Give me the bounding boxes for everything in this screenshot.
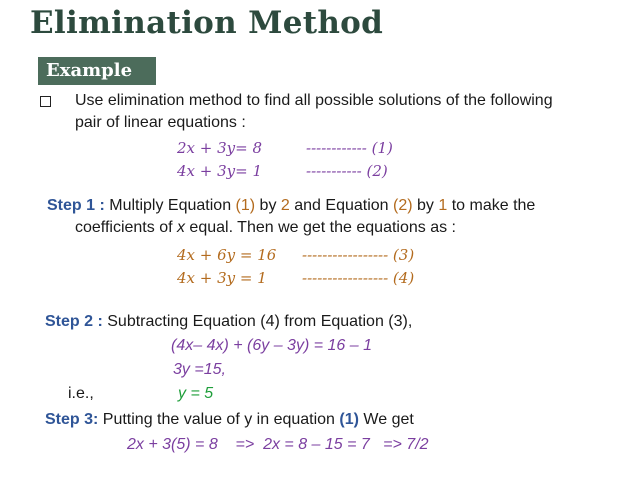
step1-factor-2: 1: [438, 197, 448, 214]
step2-ie: i.e.,: [68, 385, 94, 402]
step2-result: y = 5: [178, 385, 214, 402]
step3-text-b: We get: [358, 411, 414, 428]
equation-4-ref: ----------------- (4): [302, 269, 415, 287]
step3-result: 7/2: [406, 436, 429, 453]
step1-text-d: by: [412, 197, 439, 214]
equation-3: 4x + 6y = 16: [177, 246, 277, 264]
equation-3-ref: ----------------- (3): [302, 246, 415, 264]
step1-label: Step 1 :: [47, 197, 105, 214]
step3-calc-text: 2x + 3(5) = 8 => 2x = 8 – 15 = 7 =>: [127, 436, 407, 453]
step1-line2-b: equal. Then we get the equations as :: [184, 219, 456, 236]
step2-equation-2: 3y =15,: [173, 361, 226, 378]
step1-line2-a: coefficients of: [75, 219, 177, 236]
step3-label: Step 3:: [45, 411, 99, 428]
step2-text: Subtracting Equation (4) from Equation (3),: [107, 313, 413, 330]
step3-text-a: Putting the value of y in equation: [98, 411, 340, 428]
step3-eq-ref: (1): [339, 411, 359, 428]
equation-1: 2x + 3y= 8: [177, 139, 263, 157]
step1-line-2: [75, 219, 456, 237]
step1-text-e: to make the: [447, 197, 536, 214]
equation-1-ref: ------------ (1): [306, 139, 393, 157]
step1-variable: x: [176, 219, 185, 236]
example-tag-bar: [150, 57, 156, 85]
step1-text-a: Multiply Equation: [109, 197, 236, 214]
step2-label: Step 2 :: [45, 313, 103, 330]
step2-equation-1: (4x– 4x) + (6y – 3y) = 16 – 1: [171, 337, 372, 354]
equation-4: 4x + 3y = 1: [177, 269, 267, 287]
example-tag: Example: [38, 57, 152, 85]
page-title: Elimination Method: [30, 5, 384, 41]
intro-line-1: Use elimination method to find all possible solutions of the following: [75, 92, 553, 109]
step2-line: [45, 313, 412, 331]
step1-line-1: [47, 197, 535, 215]
step1-factor-1: 2: [280, 197, 290, 214]
step3-line: [45, 411, 414, 429]
intro-line-2: pair of linear equations :: [75, 114, 246, 131]
step3-calculation: [127, 436, 429, 454]
step1-text-b: by: [255, 197, 281, 214]
equation-2: 4x + 3y= 1: [177, 162, 263, 180]
equation-2-ref: ----------- (2): [306, 162, 388, 180]
step1-eq-ref-2: (2): [393, 197, 413, 214]
checkbox-bullet-icon: [40, 96, 51, 107]
step1-eq-ref-1: (1): [235, 197, 256, 214]
step1-text-c: and Equation: [289, 197, 394, 214]
